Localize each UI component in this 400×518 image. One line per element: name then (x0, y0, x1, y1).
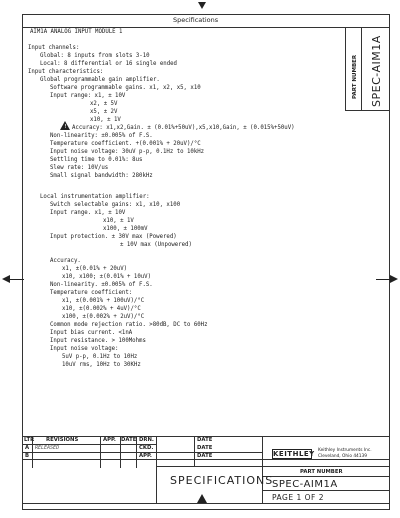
text-line: x1, ±(0.001% + 100uV)/°C (62, 298, 145, 304)
text-line: Input resistance. > 100Mohms (50, 338, 146, 344)
text-line: Software programmable gains. x1, x2, x5, x10 (50, 85, 201, 91)
company-logo: KEITHLEY (273, 450, 315, 458)
text-line: Slew rate: 10V/us (50, 165, 109, 171)
drawn-label: DRN. (139, 437, 154, 443)
part-number-box (345, 27, 390, 111)
text-line: Non-linearity: ±0.005% of F.S. (50, 133, 153, 139)
text-line: x5, ± 2V (90, 109, 118, 115)
part-number-value: SPEC-AIM1A (370, 35, 383, 107)
text-line: Global programmable gain amplifier. (40, 77, 160, 83)
bottom-center-arrow-icon (197, 494, 207, 503)
text-line: Small signal bandwidth: 280kHz (50, 173, 153, 179)
text-line: Accuracy: x1,x2,Gain. ± (0.01%+50uV),x5,x10,Gain, ± (0.015%+50uV) (72, 125, 295, 131)
drawn-date-label: DATE (197, 437, 213, 443)
text-line: Input characteristics: (28, 69, 104, 75)
text-line: Input noise voltage: (50, 346, 119, 352)
company-address: Cleveland, Ohio 44139 (318, 454, 367, 459)
text-line: ± 10V max (Unpowered) (120, 242, 192, 248)
text-line: x2, ± 5V (90, 101, 118, 107)
text-line: Input channels: (28, 45, 80, 51)
page-indicator: PAGE 1 OF 2 (272, 493, 325, 502)
text-line: Switch selectable gains: x1, x10, x100 (50, 202, 181, 208)
text-line: Common mode rejection ratio. >80dB, DC to 60Hz (50, 322, 208, 328)
text-line: Temperature coefficient. +(0.001% + 20uV)/°C (50, 141, 201, 147)
text-line: x10, ±(0.002% + 4uV)/°C (62, 306, 141, 312)
text-line: 5uV p-p, 0.1Hz to 10Hz (62, 354, 138, 360)
text-line: Input range. x1, ± 10V (50, 210, 126, 216)
text-line: x1, ±(0.01% + 20uV) (62, 266, 128, 272)
revisions-header: REVISIONS (46, 437, 79, 443)
header-bar (23, 15, 389, 28)
text-line: Input bias current. <1nA (50, 330, 133, 336)
approval-header: APP. (103, 437, 116, 443)
text-line: Input range: x1, ± 10V (50, 93, 126, 99)
text-line: Local instrumentation amplifier: (40, 194, 150, 200)
right-registration-arrow-icon (390, 275, 398, 283)
approved-label: APP. (139, 453, 152, 459)
text-line: Non-linearity. ±0.005% of F.S. (50, 282, 153, 288)
rev-letter: B (25, 453, 30, 459)
rev-letter: A (25, 445, 30, 451)
text-line: x10, x100; ±(0.01% + 10uV) (62, 274, 152, 280)
document-title: AIM1A ANALOG INPUT MODULE 1 (30, 29, 123, 35)
text-line: x10, ± 1V (90, 117, 121, 123)
part-number-footer: SPEC-AIM1A (272, 479, 338, 490)
text-line: Input noise voltage: 30uV p-p, 0.1Hz to 10kHz (50, 149, 205, 155)
text-line: Input protection. ± 30V max (Powered) (50, 234, 177, 240)
spec-footer-title: SPECIFICATIONS (170, 474, 274, 487)
text-line: Local: 8 differential or 16 single ended (40, 61, 177, 67)
part-number-footer-label: PART NUMBER (300, 469, 343, 475)
text-line: x100, ±(0.002% + 2uV)/°C (62, 314, 145, 320)
rev-letter-header: LTR (24, 437, 35, 443)
text-line: x10, ± 1V (103, 218, 134, 224)
checked-date-label: DATE (197, 445, 213, 451)
company-name: Keithley Instruments Inc. (318, 448, 372, 453)
approved-date-label: DATE (197, 453, 213, 459)
text-line: Global: 8 inputs from slots 3-10 (40, 53, 150, 59)
top-center-arrow-icon (198, 2, 206, 9)
header-title: Specifications (173, 16, 219, 24)
text-line: Settling time to 0.01%: 8us (50, 157, 143, 163)
text-line: 10uV rms, 10Hz to 30KHz (62, 362, 141, 368)
part-number-label: PART NUMBER (352, 54, 358, 99)
warning-triangle-icon: ! (60, 121, 70, 130)
text-line: x100, ± 100mV (103, 226, 148, 232)
text-line: Accuracy. (50, 258, 81, 264)
date-header: DATE (121, 437, 137, 443)
left-registration-arrow-icon (2, 275, 10, 283)
text-line: Temperature coefficient: (50, 290, 133, 296)
checked-label: CKD. (139, 445, 154, 451)
revision-entry: RELEASED (35, 445, 60, 451)
